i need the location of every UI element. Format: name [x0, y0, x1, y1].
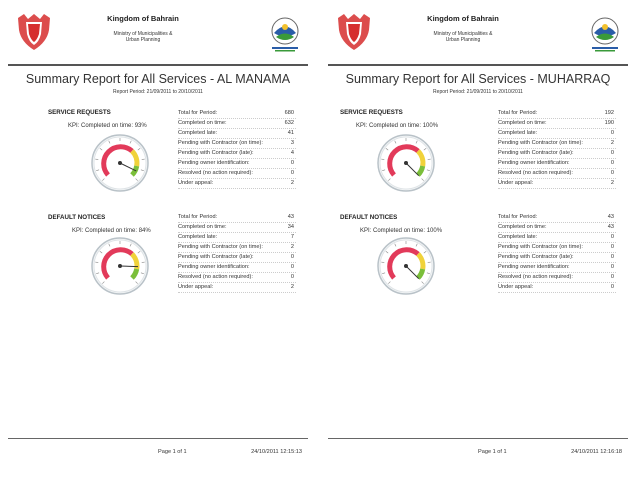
ministry-line-2: Urban Planning	[445, 37, 481, 43]
stat-label: Pending with Contractor (on time):	[498, 244, 583, 250]
service-requests-heading: SERVICE REQUESTS	[340, 109, 403, 116]
stat-value: 680	[284, 110, 294, 116]
stat-value: 0	[610, 170, 614, 176]
stat-row	[498, 273, 616, 283]
print-timestamp: 24/10/2011 12:16:18	[571, 449, 622, 455]
ministry-line-1: Ministry of Municipalities &	[113, 31, 173, 37]
stat-row	[498, 233, 616, 243]
stat-label: Under appeal:	[498, 284, 534, 290]
stat-value: 2	[290, 284, 294, 290]
stat-row	[498, 109, 616, 119]
stat-label: Resolved (no action required):	[178, 274, 253, 280]
stat-label: Completed on time:	[498, 120, 547, 126]
stat-value: 0	[610, 160, 614, 166]
stat-label: Completed on time:	[178, 224, 227, 230]
default-notices-heading: DEFAULT NOTICES	[48, 214, 106, 221]
stat-value: 4	[290, 150, 294, 156]
default-notices-heading: DEFAULT NOTICES	[340, 214, 398, 221]
stat-label: Pending with Contractor (late):	[498, 254, 574, 260]
stat-label: Pending owner identification:	[498, 264, 570, 270]
stat-value: 0	[610, 274, 614, 280]
header-divider	[8, 64, 308, 66]
report-period: Report Period: 21/09/2011 to 20/10/2011	[113, 89, 203, 95]
stat-value: 2	[610, 140, 614, 146]
stat-label: Total for Period:	[498, 214, 538, 220]
service-requests-kpi: KPI: Completed on time: 100%	[356, 123, 439, 129]
kpi-gauge-icon	[90, 133, 150, 193]
header-divider	[328, 64, 628, 66]
stat-value: 0	[610, 130, 614, 136]
stat-value: 2	[610, 180, 614, 186]
default-notices-stats	[178, 213, 296, 293]
stat-value: 632	[284, 120, 294, 126]
stat-label: Completed late:	[178, 130, 218, 136]
page-number: Page 1 of 1	[158, 449, 187, 455]
report-header	[8, 8, 308, 60]
stat-row	[178, 253, 296, 263]
stat-label: Total for Period:	[178, 214, 218, 220]
service-requests-stats	[178, 109, 296, 189]
stat-row	[178, 213, 296, 223]
stat-value: 0	[610, 234, 614, 240]
stat-row	[498, 263, 616, 273]
stat-value: 0	[290, 160, 294, 166]
print-timestamp: 24/10/2011 12:15:13	[251, 449, 302, 455]
kingdom-name: Kingdom of Bahrain	[427, 14, 499, 23]
stat-label: Under appeal:	[498, 180, 534, 186]
stat-label: Pending with Contractor (late):	[498, 150, 574, 156]
default-notices-kpi: KPI: Completed on time: 100%	[360, 228, 443, 234]
ministry-name	[388, 31, 538, 43]
report-page	[8, 8, 308, 470]
stat-row	[178, 273, 296, 283]
stat-row	[178, 169, 296, 179]
stat-row	[498, 139, 616, 149]
stat-row	[178, 243, 296, 253]
bahrain-emblem-icon	[14, 12, 54, 52]
stat-row	[178, 139, 296, 149]
stat-label: Pending with Contractor (late):	[178, 150, 254, 156]
stat-value: 0	[290, 254, 294, 260]
stat-value: 2	[290, 180, 294, 186]
service-requests-kpi: KPI: Completed on time: 93%	[68, 123, 147, 129]
stat-row	[498, 119, 616, 129]
ministry-line-2: Urban Planning	[125, 37, 161, 43]
stat-label: Under appeal:	[178, 284, 214, 290]
stat-row	[498, 169, 616, 179]
default-notices-stats	[498, 213, 616, 293]
stat-row	[498, 129, 616, 139]
stat-row	[178, 119, 296, 129]
stat-value: 0	[290, 170, 294, 176]
stat-row	[178, 233, 296, 243]
stat-label: Resolved (no action required):	[498, 274, 573, 280]
footer-divider	[8, 438, 308, 439]
government-block	[388, 14, 538, 43]
kpi-gauge-icon	[90, 236, 150, 296]
stat-value: 7	[290, 234, 294, 240]
stat-label: Pending owner identification:	[178, 160, 250, 166]
stat-value: 34	[287, 224, 294, 230]
footer-divider	[328, 438, 628, 439]
stat-value: 0	[610, 244, 614, 250]
stat-value: 3	[290, 140, 294, 146]
stat-row	[178, 149, 296, 159]
ministry-name	[68, 31, 218, 43]
page-number: Page 1 of 1	[478, 449, 507, 455]
bahrain-emblem-icon	[334, 12, 374, 52]
report-title: Summary Report for All Services - AL MANAMA	[25, 72, 291, 86]
stat-row	[498, 243, 616, 253]
stat-label: Completed late:	[498, 130, 538, 136]
stat-row	[178, 159, 296, 169]
stat-row	[498, 179, 616, 189]
stat-label: Completed late:	[498, 234, 538, 240]
default-notices-kpi: KPI: Completed on time: 84%	[72, 228, 151, 234]
stat-value: 43	[607, 214, 614, 220]
stat-row	[498, 283, 616, 293]
kingdom-name: Kingdom of Bahrain	[107, 14, 179, 23]
stat-row	[498, 159, 616, 169]
stat-label: Under appeal:	[178, 180, 214, 186]
kpi-gauge-icon	[376, 236, 436, 296]
stat-label: Total for Period:	[178, 110, 218, 116]
stat-value: 43	[287, 214, 294, 220]
stat-label: Pending with Contractor (late):	[178, 254, 254, 260]
stat-label: Pending owner identification:	[498, 160, 570, 166]
stat-label: Pending with Contractor (on time):	[178, 140, 263, 146]
report-page	[328, 8, 628, 470]
stat-row	[498, 213, 616, 223]
report-header	[328, 8, 628, 60]
stat-value: 0	[610, 284, 614, 290]
stat-value: 0	[610, 264, 614, 270]
stat-row	[498, 223, 616, 233]
stat-value: 0	[610, 150, 614, 156]
stat-label: Completed on time:	[178, 120, 227, 126]
stat-row	[178, 179, 296, 189]
government-block	[68, 14, 218, 43]
stat-row	[498, 149, 616, 159]
ministry-logo-icon	[588, 16, 622, 54]
stat-value: 0	[610, 254, 614, 260]
stat-row	[178, 263, 296, 273]
stat-label: Resolved (no action required):	[178, 170, 253, 176]
stat-row	[178, 129, 296, 139]
stat-value: 190	[604, 120, 614, 126]
stat-value: 0	[290, 274, 294, 280]
stat-row	[178, 109, 296, 119]
service-requests-stats	[498, 109, 616, 189]
stat-label: Completed late:	[178, 234, 218, 240]
stat-label: Total for Period:	[498, 110, 538, 116]
stat-value: 41	[287, 130, 294, 136]
stat-label: Resolved (no action required):	[498, 170, 573, 176]
report-period: Report Period: 21/09/2011 to 20/10/2011	[433, 89, 523, 95]
stat-row	[178, 223, 296, 233]
stat-row	[498, 253, 616, 263]
stat-value: 192	[604, 110, 614, 116]
stat-row	[178, 283, 296, 293]
stat-label: Pending with Contractor (on time):	[498, 140, 583, 146]
stat-value: 0	[290, 264, 294, 270]
kpi-gauge-icon	[376, 133, 436, 193]
stat-label: Completed on time:	[498, 224, 547, 230]
ministry-logo-icon	[268, 16, 302, 54]
report-title: Summary Report for All Services - MUHARRAQ	[345, 72, 611, 86]
stat-value: 2	[290, 244, 294, 250]
stat-value: 43	[607, 224, 614, 230]
stat-label: Pending with Contractor (on time):	[178, 244, 263, 250]
service-requests-heading: SERVICE REQUESTS	[48, 109, 111, 116]
ministry-line-1: Ministry of Municipalities &	[433, 31, 493, 37]
stat-label: Pending owner identification:	[178, 264, 250, 270]
